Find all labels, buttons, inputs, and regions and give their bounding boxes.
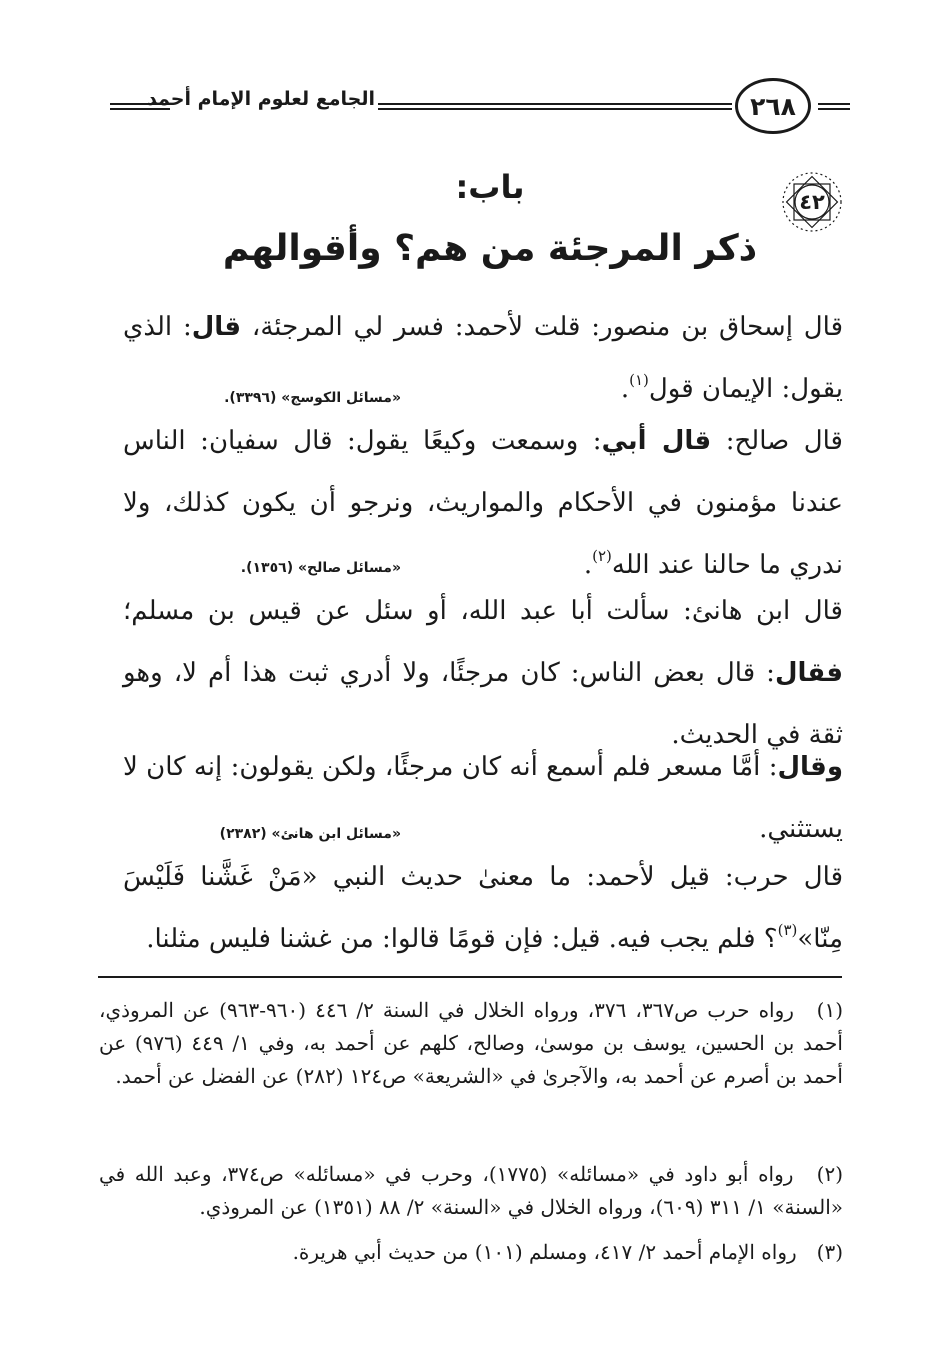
paragraph-text: . xyxy=(620,374,630,404)
chapter-title: ذكر المرجئة من هم؟ وأقوالهم xyxy=(222,228,758,269)
chapter-number: ٤٢ xyxy=(799,190,825,214)
footnote-reference[interactable]: (١) xyxy=(629,371,649,389)
footnote-reference[interactable]: (٣) xyxy=(777,921,798,939)
footnote-reference[interactable]: (٢) xyxy=(592,547,612,565)
paragraph-emphasis: قال أبي xyxy=(601,426,712,456)
paragraph-text: . xyxy=(583,550,593,580)
paragraph-emphasis: قال xyxy=(191,312,242,342)
paragraph-text: : قال بعض الناس: كان مرجئًا، ولا أدري ثبت هذا أم لا، وهو ثقة في الحديث. xyxy=(123,658,843,750)
footnote-number: (٢) xyxy=(816,1162,843,1186)
paragraph-text: قال صالح: xyxy=(725,426,843,456)
footnote-1 xyxy=(99,994,843,1093)
footnote-text: رواه أبو داود في «مسائله» (١٧٧٥)، وحرب في «مسائله» ص٣٧٤، وعبد الله في «السنة» ١/ ٣١١ (٦٠٩)، ورواه الخلال في «السنة» ٢/ ٨٨ (١٣٥١) عن المروذي. xyxy=(99,1162,843,1219)
paragraph-text: ؟ فلم يجب فيه. قيل: فإن قومًا قالوا: من غشنا فليس مثلنا. xyxy=(146,924,778,954)
footnote-number: (٣) xyxy=(816,1240,843,1264)
paragraph-text: : الذي يقول: الإيمان قول xyxy=(123,312,843,404)
paragraph-emphasis: فقال xyxy=(774,658,843,688)
chapter-label: باب: xyxy=(455,168,525,206)
page-number: ٢٦٨ xyxy=(735,78,811,134)
paragraph-emphasis: وقال xyxy=(777,752,843,782)
footnote-3 xyxy=(99,1236,843,1269)
source-citation: «مسائل صالح» (١٣٥٦). xyxy=(240,560,401,576)
footnote-text: رواه الإمام أحمد ٢/ ٤١٧، ومسلم (١٠١) من حديث أبي هريرة. xyxy=(292,1240,797,1264)
paragraph-5 xyxy=(123,846,843,970)
paragraph-text: : أمَّا مسعر فلم أسمع أنه كان مرجئًا، ولكن يقولون: إنه كان لا يستثني. xyxy=(123,752,843,844)
footnote-text: رواه حرب ص٣٦٧، ٣٧٦، ورواه الخلال في السنة ٢/ ٤٤٦ (٩٦٠-٩٦٣) عن المروذي، أحمد بن الحسين، يوسف بن موسىٰ، وصالح، كلهم عن أحمد به، وفي ١/ ٤٤٩ (٩٧٦) عن أحمد بن أصرم عن أحمد به، والآجرىٰ في «الشريعة» ص١٢٤ (٢٨٢) عن الفضل عن أحمد. xyxy=(99,998,843,1088)
source-citation: «مسائل ابن هانئ» (٢٣٨٢) xyxy=(219,826,401,842)
paragraph-text: : وسمعت وكيعًا يقول: قال سفيان: الناس عندنا مؤمنون في الأحكام والمواريث، ونرجو أن يكون كذلك، ولا ندري ما حالنا عند الله xyxy=(123,426,843,580)
running-title: الجامع لعلوم الإمام أحمد xyxy=(147,88,375,110)
header-rule-middle xyxy=(378,102,732,112)
chapter-ornament xyxy=(780,170,844,234)
source-citation: «مسائل الكوسج» (٣٣٩٦). xyxy=(224,390,401,406)
paragraph-text: قال حرب: قيل لأحمد: ما معنىٰ حديث النبي «مَنْ غَشَّنا فَلَيْسَ مِنّا» xyxy=(123,862,843,954)
footnote-separator xyxy=(98,976,842,978)
header-rule-right xyxy=(818,102,850,112)
footnote-number: (١) xyxy=(816,998,843,1022)
footnote-2 xyxy=(99,1158,843,1224)
paragraph-text: قال ابن هانئ: سألت أبا عبد الله، أو سئل عن قيس بن مسلم؛ xyxy=(123,596,843,626)
paragraph-text: قال إسحاق بن منصور: قلت لأحمد: فسر لي المرجئة، xyxy=(251,312,843,342)
